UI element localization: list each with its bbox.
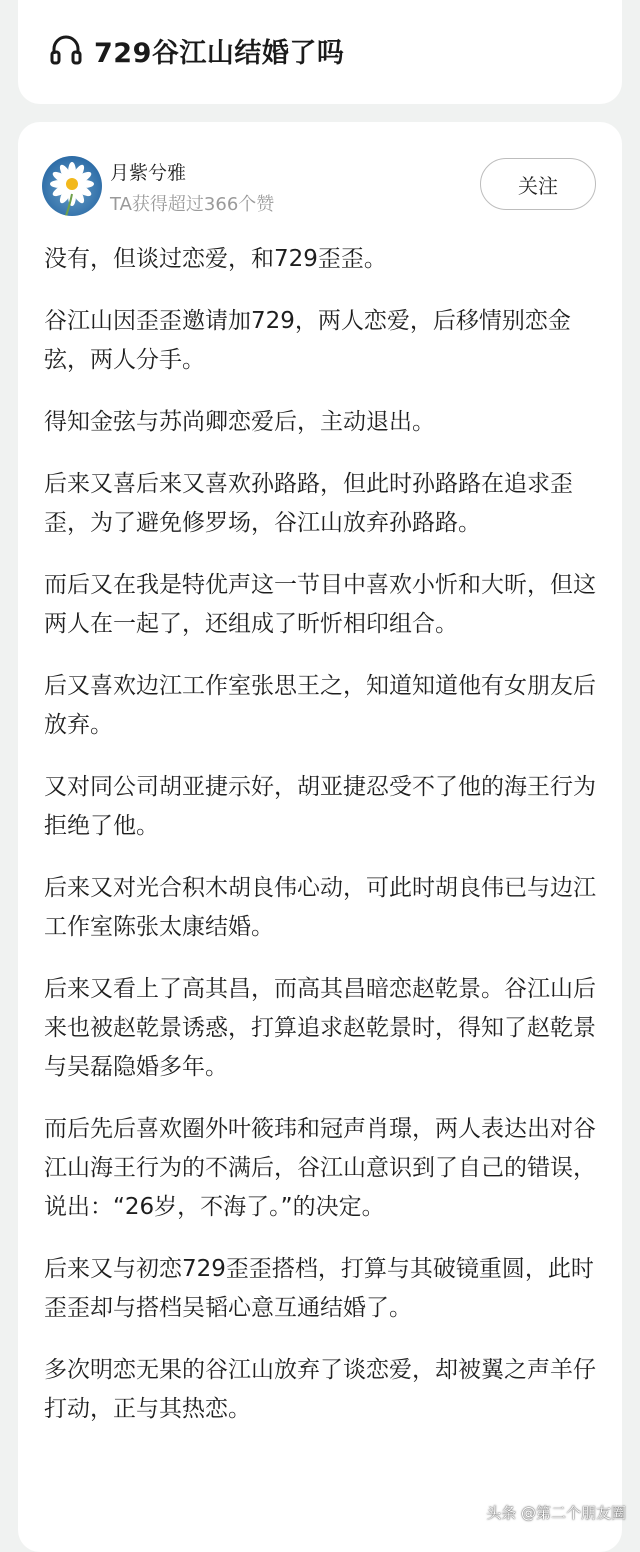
paragraph: 谷江山因歪歪邀请加729，两人恋爱，后移情别恋金弦，两人分手。 [44, 308, 571, 373]
follow-button[interactable]: 关注 [480, 158, 596, 210]
author-name[interactable]: 月紫兮雅 [110, 162, 187, 184]
avatar[interactable] [42, 156, 102, 216]
watermark: 头条 @第二个朋友圈 [486, 1504, 626, 1522]
paragraph: 而后先后喜欢圈外叶筱玮和冠声肖璟，两人表达出对谷江山海王行为的不满后，谷江山意识到了自己的错误，说出：“26岁，不海了。”的决定。 [44, 1116, 596, 1220]
answer-content [44, 240, 602, 1452]
question-header [48, 30, 344, 70]
author-likes: TA获得超过366个赞 [110, 194, 275, 215]
paragraph: 多次明恋无果的谷江山放弃了谈恋爱，却被翼之声羊仔打动，正与其热恋。 [44, 1357, 596, 1422]
paragraph: 得知金弦与苏尚卿恋爱后，主动退出。 [44, 409, 435, 435]
paragraph: 而后又在我是特优声这一节目中喜欢小忻和大昕，但这两人在一起了，还组成了昕忻相印组合。 [44, 572, 596, 637]
question-card [18, 0, 622, 104]
headphones-icon [48, 32, 84, 68]
paragraph: 后来又与初恋729歪歪搭档，打算与其破镜重圆，此时歪歪却与搭档吴韬心意互通结婚了。 [44, 1256, 594, 1321]
paragraph: 后来又对光合积木胡良伟心动，可此时胡良伟已与边江工作室陈张太康结婚。 [44, 875, 596, 940]
paragraph: 后又喜欢边江工作室张思王之，知道知道他有女朋友后放弃。 [44, 673, 596, 738]
paragraph: 后来又喜后来又喜欢孙路路，但此时孙路路在追求歪歪，为了避免修罗场，谷江山放弃孙路路。 [44, 471, 573, 536]
paragraph: 没有，但谈过恋爱，和729歪歪。 [44, 246, 387, 272]
paragraph: 后来又看上了高其昌，而高其昌暗恋赵乾景。谷江山后来也被赵乾景诱惑，打算追求赵乾景时，得知了赵乾景与吴磊隐婚多年。 [44, 976, 596, 1080]
question-title[interactable]: 729谷江山结婚了吗 [94, 37, 345, 69]
answer-card [18, 122, 622, 1552]
paragraph: 又对同公司胡亚捷示好，胡亚捷忍受不了他的海王行为拒绝了他。 [44, 774, 596, 839]
daisy-icon [42, 156, 102, 216]
